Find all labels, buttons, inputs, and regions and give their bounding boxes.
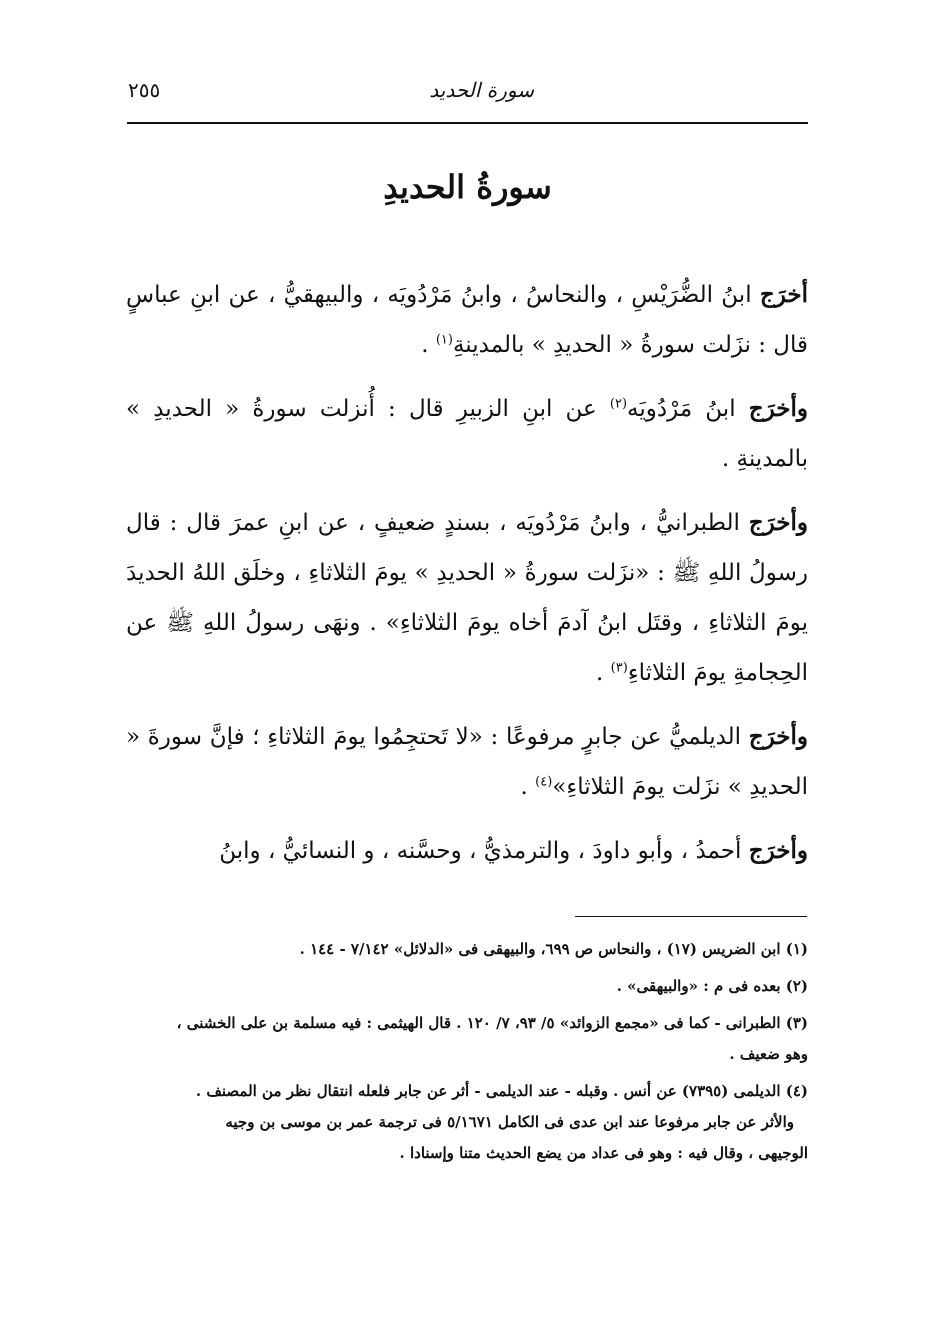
footnote <box>126 934 808 965</box>
header-rule <box>127 122 808 124</box>
footnote <box>126 1008 808 1070</box>
paragraph <box>126 826 808 876</box>
footnote <box>126 1076 808 1169</box>
footnote-line: والأثر عن جابر مرفوعا عند ابن عدى فى الكامل ٥/١٦٧١ فى ترجمة عمر بن موسى بن وجيه <box>225 1113 794 1131</box>
paragraph-tail: . <box>520 774 536 800</box>
paragraph-lead: وأخرَج <box>748 509 808 536</box>
paragraph-tail: عن ابنِ الزبيرِ قال : أُنزلت سورةُ « الحديدِ » بالمدينةِ . <box>126 396 808 472</box>
paragraph <box>126 384 808 484</box>
paragraph-tail: . <box>421 332 436 358</box>
paragraph-lead: وأخرَج <box>748 395 808 422</box>
paragraph-lead: أخرَج <box>759 281 808 308</box>
main-text <box>126 270 808 890</box>
paragraph-text: أحمدُ ، وأبو داودَ ، والترمذيُّ ، وحسَّنه ، و النسائيُّ ، وابنُ <box>219 838 749 864</box>
running-title: سورة الحديد <box>429 78 534 102</box>
footnote <box>126 971 808 1002</box>
paragraph-text: ابنُ مَرْدُويَه <box>627 396 749 422</box>
footnote-ref: (١) <box>435 332 453 348</box>
footnotes <box>126 934 808 1175</box>
footnote-ref: (٣) <box>610 660 628 676</box>
paragraph-text: ابنُ الضُّرَيْسِ ، والنحاسُ ، وابنُ مَرْدُويَه ، والبيهقيُّ ، عن ابنِ عباسٍ قال : نزَلت سورةُ « الحديدِ » بالمدينةِ <box>126 282 808 358</box>
page-number: ٢٥٥ <box>128 78 161 102</box>
footnote-line: الوجيهى ، وقال فيه : وهو فى عداد من يضع الحديث متنا وإسنادا . <box>399 1144 808 1162</box>
chapter-title: سورةُ الحديدِ <box>383 168 552 206</box>
paragraph <box>126 712 808 812</box>
paragraph <box>126 270 808 370</box>
footnote-line: وهو ضعيف . <box>729 1045 808 1063</box>
paragraph-text: الطبرانيُّ ، وابنُ مَرْدُويَه ، بسندٍ ضعيفٍ ، عن ابنِ عمرَ قال : قال رسولُ اللهِ ﷺ : «نزَلت سورةُ « الحديدِ » يومَ الثلاثاءِ ، وخلَق اللهُ الحديدَ يومَ الثلاثاءِ ، وقتَل ابنُ آدمَ أخاه يومَ الثلاثاءِ» . ونهَى رسولُ اللهِ ﷺ عن الحِجامةِ يومَ الثلاثاءِ <box>126 510 808 686</box>
paragraph-text: الديلميُّ عن جابرٍ مرفوعًا : «لا تَحتجِمُوا يومَ الثلاثاءِ ؛ فإنَّ سورةَ « الحديدِ » نزَلت يومَ الثلاثاءِ» <box>126 724 808 800</box>
footnote-ref: (٤) <box>535 774 553 790</box>
footnote-ref: (٢) <box>609 396 628 412</box>
paragraph-lead: وأخرَج <box>748 723 808 750</box>
paragraph-tail: . <box>596 660 611 686</box>
footnote-line: (٤) الديلمى (٧٣٩٥) عن أنس . وقبله - عند الديلمى - أثر عن جابر فلعله انتقال نظر من المصنف . <box>195 1082 808 1100</box>
footnote-line: (٣) الطبرانى - كما فى «مجمع الزوائد» ٥/ ٩٣، ٧/ ١٢٠ . قال الهيثمى : فيه مسلمة بن على الخشنى ، <box>176 1014 808 1032</box>
paragraph <box>126 498 808 698</box>
footnote-line: (١) ابن الضريس (١٧) ، والنحاس ص ٦٩٩، والبيهقى فى «الدلائل» ٧/١٤٢ - ١٤٤ . <box>299 940 808 958</box>
paragraph-lead: وأخرَج <box>748 837 808 864</box>
footnote-rule <box>575 916 807 917</box>
footnote-line: (٢) بعده فى م : «والبيهقى» . <box>616 977 808 995</box>
